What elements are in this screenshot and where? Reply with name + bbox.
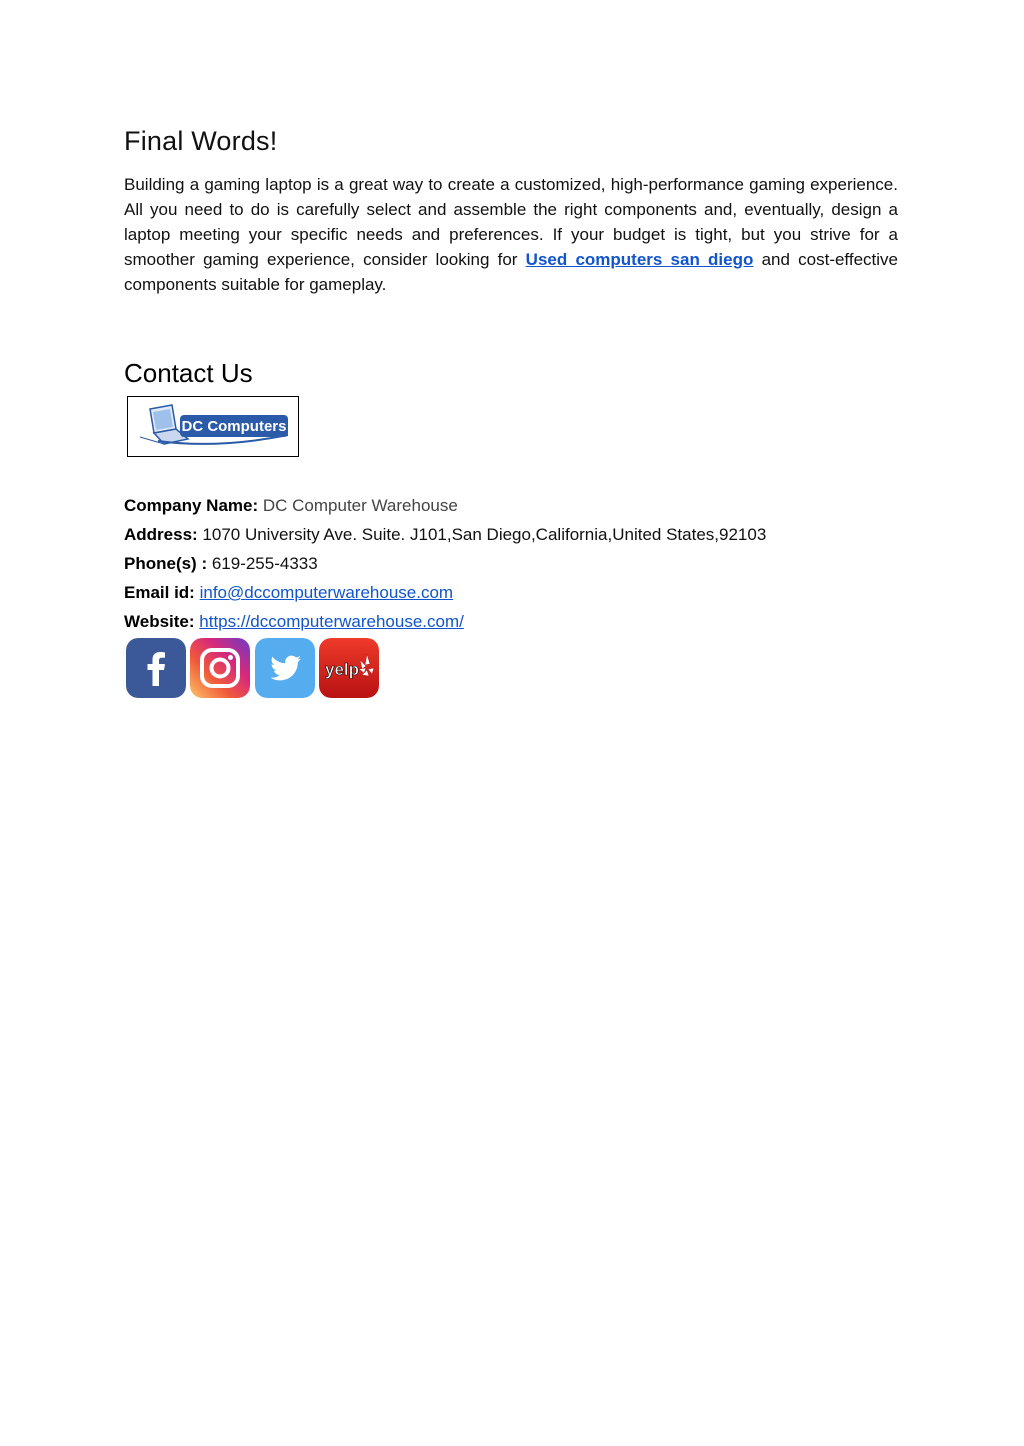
email-link[interactable]: info@dccomputerwarehouse.com (199, 583, 454, 602)
document-page (124, 124, 898, 679)
address-value: 1070 University Ave. Suite. J101,San Diego,California,United States,92103 (197, 525, 767, 544)
used-computers-link[interactable]: Used computers san diego (525, 250, 754, 269)
paragraph-text-before-link: Building a gaming laptop is a great way to create a customized, high-performance gaming experience. All you need to do is carefully select and assemble the right components and, eventually, design a laptop meeting your specific needs and preferences. If your budget is tight, but you strive for a smoother gaming experience, consider looking for (124, 175, 898, 269)
address-label: Address: (124, 525, 198, 544)
yelp-wordmark: yelp (324, 660, 360, 679)
phone-value: 619-255-4333 (207, 554, 318, 573)
contact-details (124, 491, 898, 636)
website-row (124, 607, 898, 636)
yelp-icon[interactable] (319, 638, 379, 698)
paragraph-text-after-link: and cost-effective components suitable for gameplay. (124, 250, 898, 294)
facebook-icon[interactable] (126, 638, 186, 698)
email-row (124, 578, 898, 607)
contact-us-heading: Contact Us (124, 358, 253, 388)
laptop-logo-icon (128, 397, 298, 456)
instagram-icon[interactable] (190, 638, 250, 698)
address-row (124, 520, 898, 549)
company-name-value: DC Computer Warehouse (258, 496, 458, 515)
website-label: Website: (124, 612, 195, 631)
final-words-paragraph (124, 172, 898, 297)
company-logo (127, 396, 299, 457)
company-name-label: Company Name: (124, 496, 259, 515)
logo-text: DC Computers (181, 418, 287, 435)
company-name-row (124, 491, 898, 520)
final-words-heading: Final Words! (124, 126, 278, 156)
email-label: Email id: (124, 583, 195, 602)
phone-row (124, 549, 898, 578)
website-link[interactable]: https://dccomputerwarehouse.com/ (199, 612, 464, 631)
phone-label: Phone(s) : (124, 554, 208, 573)
twitter-icon[interactable] (255, 638, 315, 698)
